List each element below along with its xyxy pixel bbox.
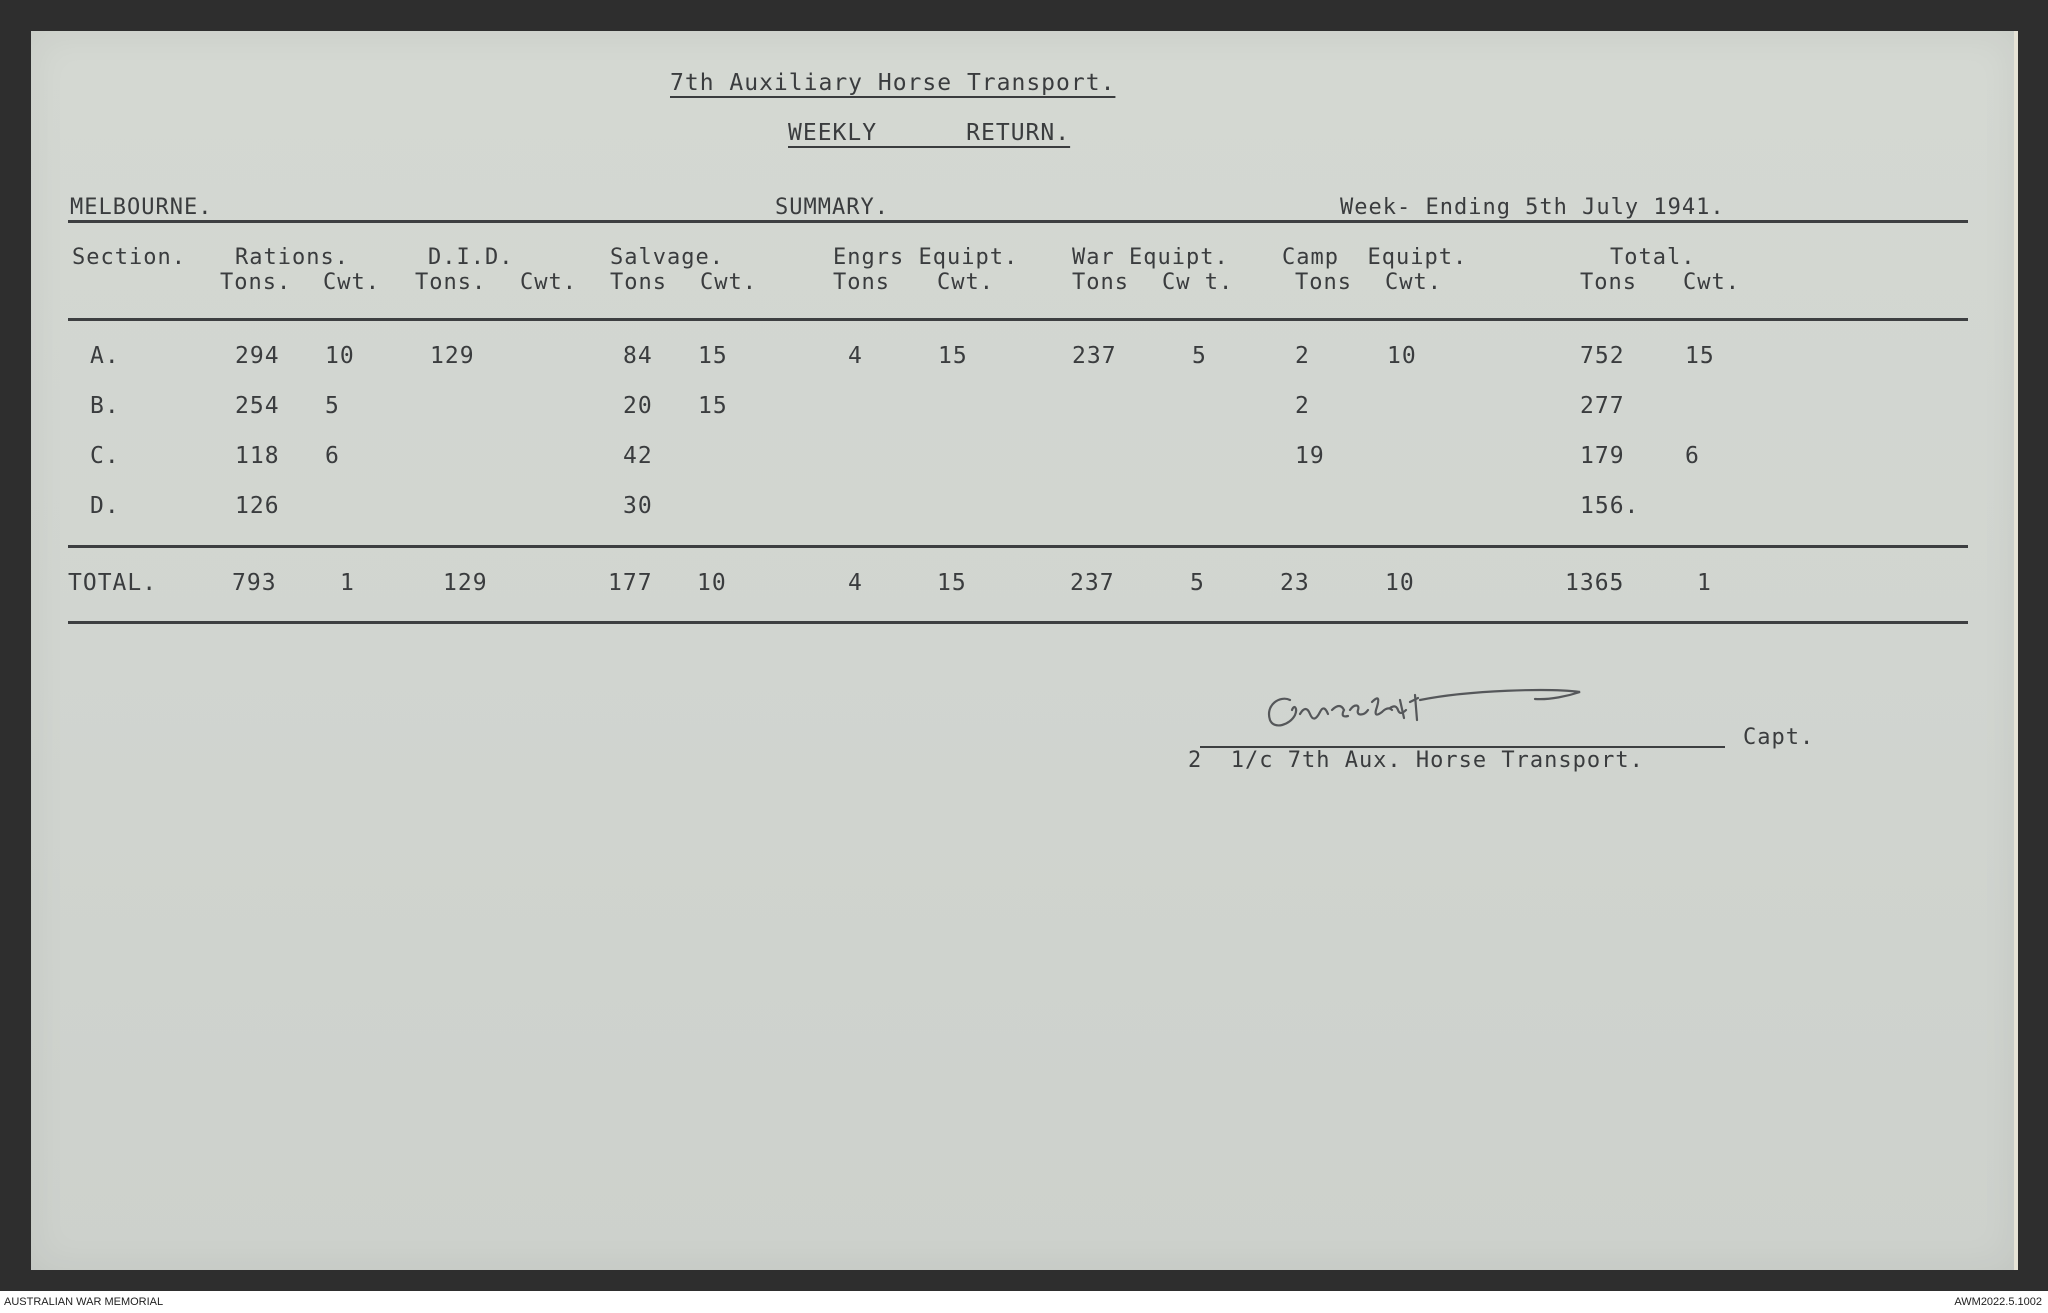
cell-salvage-cwt: 15 bbox=[698, 343, 728, 369]
total-label: TOTAL. bbox=[68, 570, 158, 596]
cell-total-tons: 277 bbox=[1580, 393, 1625, 419]
sub-war-tons: Tons bbox=[1072, 270, 1129, 295]
footer-right: AWM2022.5.1002 bbox=[1954, 1296, 2042, 1308]
total-total-tons: 1365 bbox=[1565, 570, 1625, 596]
header-did: D.I.D. bbox=[428, 245, 514, 270]
cell-war-tons: 237 bbox=[1072, 343, 1117, 369]
footer-left: AUSTRALIAN WAR MEMORIAL bbox=[4, 1296, 164, 1308]
sub-salvage-tons: Tons bbox=[610, 270, 667, 295]
cell-section: B. bbox=[90, 393, 120, 419]
document-subtitle: WEEKLY RETURN. bbox=[788, 120, 1071, 146]
sub-war-cwt: Cw t. bbox=[1162, 270, 1234, 295]
total-engrs-cwt: 15 bbox=[937, 570, 967, 596]
cell-rations-cwt: 5 bbox=[325, 393, 340, 419]
cell-salvage-tons: 84 bbox=[623, 343, 653, 369]
cell-total-cwt: 15 bbox=[1685, 343, 1715, 369]
total-salvage-tons: 177 bbox=[608, 570, 653, 596]
rule-top bbox=[68, 220, 1968, 223]
cell-salvage-tons: 42 bbox=[623, 443, 653, 469]
rule-bottom bbox=[68, 621, 1968, 624]
cell-engrs-tons: 4 bbox=[848, 343, 863, 369]
cell-camp-cwt: 10 bbox=[1387, 343, 1417, 369]
cell-rations-tons: 118 bbox=[235, 443, 280, 469]
header-rations: Rations. bbox=[235, 245, 349, 270]
sub-salvage-cwt: Cwt. bbox=[700, 270, 757, 295]
cell-rations-cwt: 10 bbox=[325, 343, 355, 369]
sub-engrs-tons: Tons bbox=[833, 270, 890, 295]
cell-total-tons: 179 bbox=[1580, 443, 1625, 469]
location-label: MELBOURNE. bbox=[70, 195, 213, 220]
cell-rations-tons: 294 bbox=[235, 343, 280, 369]
header-salvage: Salvage. bbox=[610, 245, 724, 270]
cell-camp-tons: 2 bbox=[1295, 393, 1310, 419]
total-camp-tons: 23 bbox=[1280, 570, 1310, 596]
cell-salvage-tons: 30 bbox=[623, 493, 653, 519]
total-rations-tons: 793 bbox=[232, 570, 277, 596]
cell-total-cwt: 6 bbox=[1685, 443, 1700, 469]
cell-section: D. bbox=[90, 493, 120, 519]
header-total: Total. bbox=[1610, 245, 1696, 270]
total-salvage-cwt: 10 bbox=[697, 570, 727, 596]
total-did-tons: 129 bbox=[443, 570, 488, 596]
archive-footer bbox=[0, 1291, 2048, 1313]
cell-engrs-cwt: 15 bbox=[938, 343, 968, 369]
cell-rations-cwt: 6 bbox=[325, 443, 340, 469]
sub-engrs-cwt: Cwt. bbox=[937, 270, 994, 295]
summary-label: SUMMARY. bbox=[775, 195, 889, 220]
sub-total-cwt: Cwt. bbox=[1683, 270, 1740, 295]
sub-total-tons: Tons bbox=[1580, 270, 1637, 295]
rule-header bbox=[68, 318, 1968, 321]
signature-title: 2 1/c 7th Aux. Horse Transport. bbox=[1188, 748, 1644, 773]
cell-rations-tons: 254 bbox=[235, 393, 280, 419]
sub-rations-tons: Tons. bbox=[220, 270, 292, 295]
cell-camp-tons: 2 bbox=[1295, 343, 1310, 369]
sub-rations-cwt: Cwt. bbox=[323, 270, 380, 295]
total-camp-cwt: 10 bbox=[1385, 570, 1415, 596]
total-engrs-tons: 4 bbox=[848, 570, 863, 596]
week-ending-label: Week- Ending 5th July 1941. bbox=[1340, 195, 1725, 220]
total-war-cwt: 5 bbox=[1190, 570, 1205, 596]
paper-edge bbox=[2014, 31, 2018, 1270]
signature-rank: Capt. bbox=[1743, 725, 1815, 750]
cell-camp-tons: 19 bbox=[1295, 443, 1325, 469]
header-war-equipt: War Equipt. bbox=[1072, 245, 1229, 270]
header-section: Section. bbox=[72, 245, 186, 270]
cell-war-cwt: 5 bbox=[1192, 343, 1207, 369]
cell-section: A. bbox=[90, 343, 120, 369]
header-engrs-equipt: Engrs Equipt. bbox=[833, 245, 1019, 270]
cell-total-tons: 752 bbox=[1580, 343, 1625, 369]
document-title: 7th Auxiliary Horse Transport. bbox=[670, 70, 1116, 96]
cell-total-tons: 156. bbox=[1580, 493, 1640, 519]
sub-camp-tons: Tons bbox=[1295, 270, 1352, 295]
cell-section: C. bbox=[90, 443, 120, 469]
cell-salvage-cwt: 15 bbox=[698, 393, 728, 419]
total-total-cwt: 1 bbox=[1697, 570, 1712, 596]
cell-rations-tons: 126 bbox=[235, 493, 280, 519]
cell-did-tons: 129 bbox=[430, 343, 475, 369]
cell-salvage-tons: 20 bbox=[623, 393, 653, 419]
total-rations-cwt: 1 bbox=[340, 570, 355, 596]
sub-camp-cwt: Cwt. bbox=[1385, 270, 1442, 295]
rule-total bbox=[68, 545, 1968, 548]
sub-did-tons: Tons. bbox=[415, 270, 487, 295]
total-war-tons: 237 bbox=[1070, 570, 1115, 596]
sub-did-cwt: Cwt. bbox=[520, 270, 577, 295]
header-camp-equipt: Camp Equipt. bbox=[1282, 245, 1468, 270]
signature-image bbox=[1250, 680, 1590, 740]
